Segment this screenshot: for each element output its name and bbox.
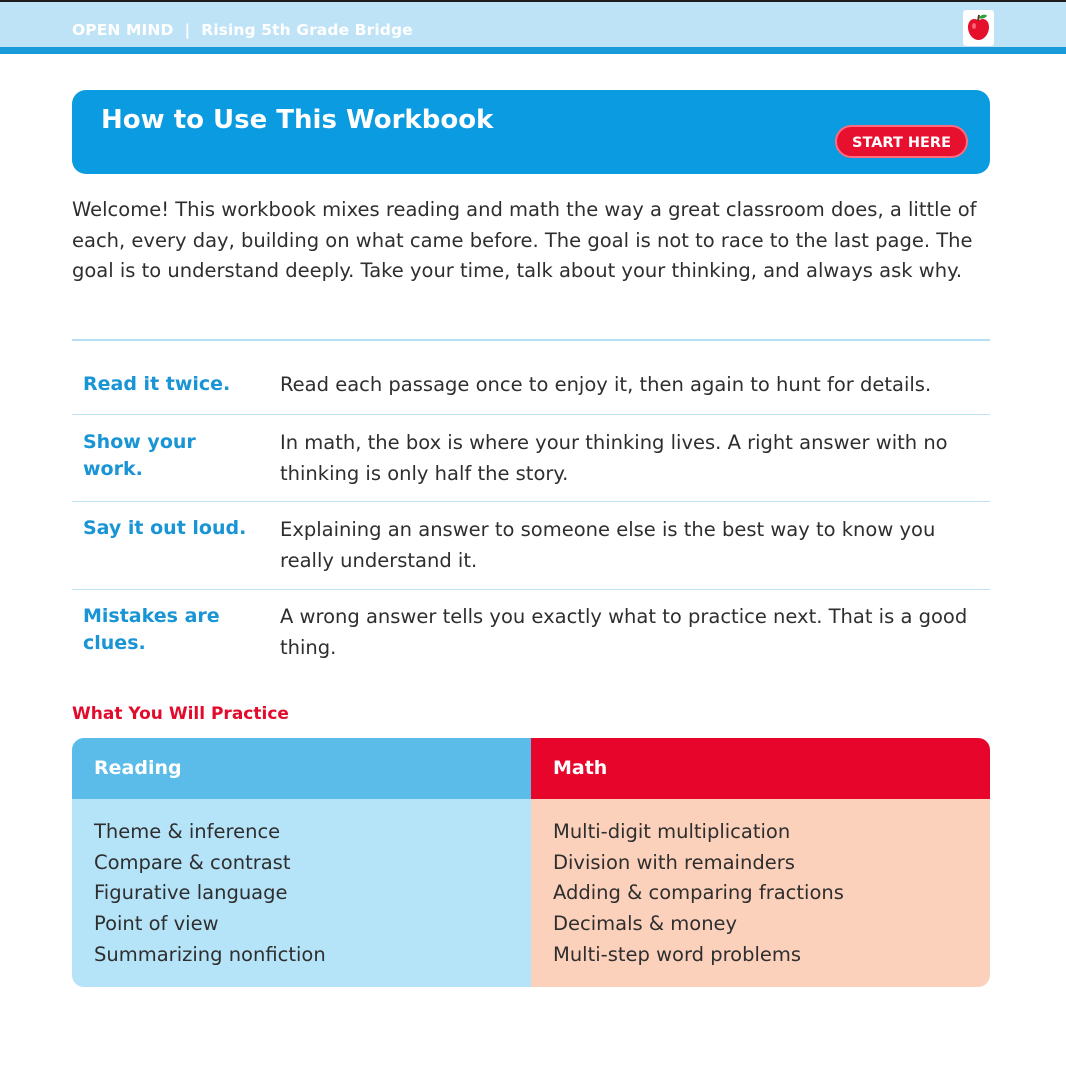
start-here-badge: START HERE: [835, 125, 968, 158]
header-separator: |: [184, 21, 191, 39]
tip-label: Show your work.: [83, 431, 196, 480]
list-item: Figurative language: [94, 881, 288, 905]
list-item: Summarizing nonfiction: [94, 942, 326, 966]
header-subtitle: Rising 5th Grade Bridge: [201, 21, 413, 39]
reading-list: [72, 799, 531, 971]
list-item: Point of view: [94, 912, 219, 936]
list-item: Theme & inference: [94, 820, 281, 843]
page-header: [0, 0, 1066, 54]
tip-row: [72, 341, 990, 415]
tip-text: Read each passage once to enjoy it, then again to hunt for details.: [280, 373, 932, 396]
header-title: [72, 21, 413, 39]
tip-label: Read it twice.: [83, 373, 231, 395]
practice-heading: What You Will Practice: [72, 704, 289, 724]
tip-text: A wrong answer tells you exactly what to practice next. That is a good thing.: [280, 605, 968, 659]
list-item: Decimals & money: [553, 912, 738, 936]
logo: [963, 10, 994, 46]
math-list: [531, 799, 990, 971]
list-item: Compare & contrast: [94, 850, 291, 874]
intro-paragraph: Welcome! This workbook mixes reading and math the way a great classroom does, a little of each, every day, building on what came before. The goal is not to race to the last page. The goal is to understand deeply. Take your time, talk about your thinking, and always ask why.: [72, 198, 977, 282]
reading-column: [72, 738, 531, 987]
list-item: Adding & comparing fractions: [553, 881, 844, 905]
math-column: [531, 738, 990, 987]
tip-row: [72, 502, 990, 590]
reading-header: Reading: [72, 738, 531, 799]
math-header: Math: [531, 738, 990, 799]
tip-text: Explaining an answer to someone else is the best way to know you really understand it.: [280, 518, 936, 572]
apple-icon: [966, 14, 991, 42]
tip-label: Mistakes are clues.: [83, 605, 220, 654]
brand-name: OPEN MIND: [72, 21, 174, 39]
section-banner: [72, 90, 990, 174]
tip-text: In math, the box is where your thinking lives. A right answer with no thinking is only half the story.: [280, 431, 948, 485]
list-item: Multi-step word problems: [553, 942, 802, 966]
header-rule: [0, 47, 1066, 54]
practice-table: [72, 738, 990, 987]
tips-table: [72, 341, 990, 676]
tip-label: Say it out loud.: [83, 517, 247, 539]
list-item: Division with remainders: [553, 850, 795, 874]
tip-row: [72, 415, 990, 502]
list-item: Multi-digit multiplication: [553, 820, 791, 843]
section-title: How to Use This Workbook: [101, 105, 494, 135]
tip-row: [72, 590, 990, 676]
